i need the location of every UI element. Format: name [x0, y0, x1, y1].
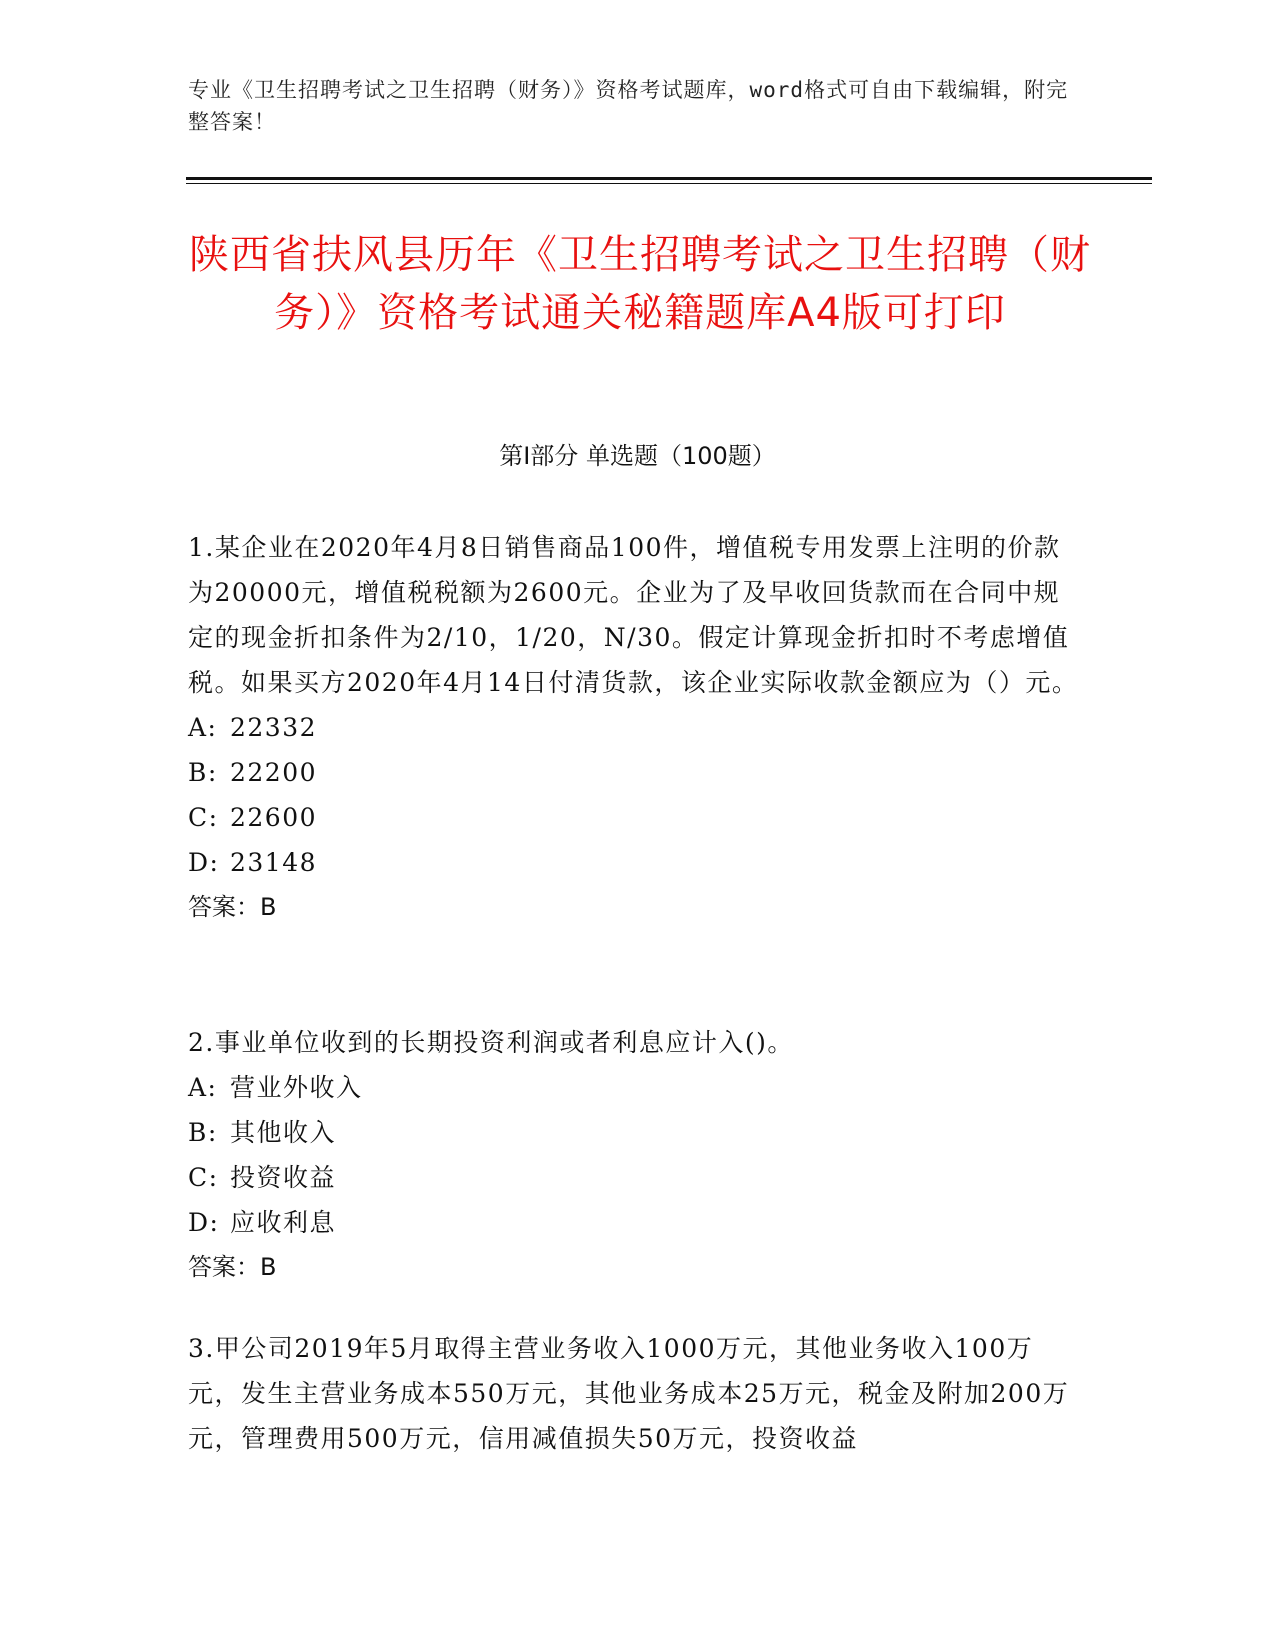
- option-a: [188, 705, 1083, 750]
- question-stem: 2.事业单位收到的长期投资利润或者利息应计入()。: [188, 1028, 794, 1057]
- option-text: 22332: [230, 713, 318, 742]
- question-3: [188, 1326, 1083, 1461]
- answer-line: 答案：B: [188, 893, 277, 921]
- option-text: 应收利息: [230, 1208, 337, 1237]
- option-text: 营业外收入: [230, 1073, 363, 1102]
- option-letter: C:: [188, 803, 219, 832]
- option-a: [188, 1065, 1083, 1110]
- option-text: 投资收益: [230, 1163, 337, 1192]
- option-letter: A:: [188, 1073, 218, 1102]
- option-b: [188, 1110, 1083, 1155]
- question-stem: 3.甲公司2019年5月取得主营业务收入1000万元，其他业务收入100万元，发生主营业务成本550万元，其他业务成本25万元，税金及附加200万元，管理费用500万元，信用减值损失50万元，投资收益: [188, 1334, 1070, 1453]
- option-letter: D:: [188, 1208, 220, 1237]
- header-divider-thin: [186, 183, 1152, 184]
- option-letter: B:: [188, 758, 218, 787]
- question-stem: 1.某企业在2020年4月8日销售商品100件，增值税专用发票上注明的价款为20000元，增值税税额为2600元。企业为了及早收回货款而在合同中规定的现金折扣条件为2/10，1/20，N/30。假定计算现金折扣时不考虑增值税。如果买方2020年4月14日付清货款，该企业实际收款金额应为（）元。: [188, 533, 1079, 697]
- option-d: [188, 1200, 1083, 1245]
- option-c: [188, 1155, 1083, 1200]
- option-letter: D:: [188, 848, 220, 877]
- option-text: 22200: [230, 758, 318, 787]
- document-title: 陕西省扶风县历年《卫生招聘考试之卫生招聘（财务）》资格考试通关秘籍题库A4版可打印: [189, 232, 1091, 336]
- header-note: 专业《卫生招聘考试之卫生招聘（财务）》资格考试题库，word格式可自由下载编辑，附完整答案！: [188, 78, 1069, 134]
- header-divider-thick: [186, 177, 1152, 180]
- question-2: [188, 1020, 1083, 1290]
- option-c: [188, 795, 1083, 840]
- option-d: [188, 840, 1083, 885]
- question-1: [188, 525, 1083, 930]
- answer-line: 答案：B: [188, 1253, 277, 1281]
- option-letter: A:: [188, 713, 218, 742]
- option-letter: B:: [188, 1118, 218, 1147]
- option-text: 23148: [230, 848, 318, 877]
- option-text: 22600: [230, 803, 318, 832]
- option-b: [188, 750, 1083, 795]
- option-letter: C:: [188, 1163, 219, 1192]
- option-text: 其他收入: [230, 1118, 337, 1147]
- section-title: 第I部分 单选题（100题）: [499, 442, 776, 470]
